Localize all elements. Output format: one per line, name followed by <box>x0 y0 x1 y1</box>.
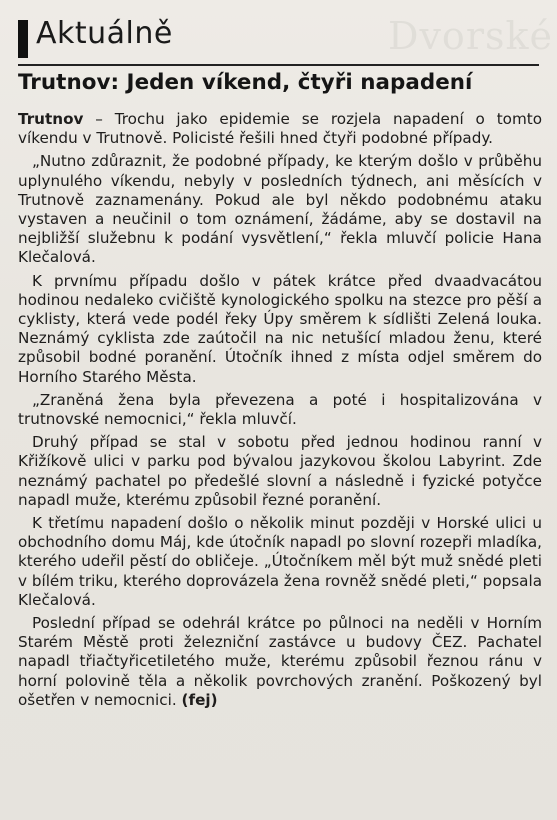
article-lead-paragraph <box>18 110 542 148</box>
article-paragraph: K prvnímu případu došlo v pátek krátce před dvaadvacátou hodinou nedaleko cvičiště kynologického spolku na stezce pro pěší a cyklisty, která vede podél řeky Úpy směrem k sídlišti Zelená louka. Neznámý cyklista zde zaútočil na nic netušící mladou ženu, které způsobil bodné poranění. Útočník ihned z místa odjel směrem do Horního Starého Města. <box>18 271 542 386</box>
section-title: Aktuálně <box>36 16 173 51</box>
article-paragraph-text: Poslední případ se odehrál krátce po půlnoci na neděli v Horním Starém Městě proti železniční zastávce u budovy ČEZ. Pachatel napadl třiačtyřicetiletého muže, kterému způsobil řeznou ránu v horní polovině těla a několik povrchových zranění. Poškozený byl ošetřen v nemocnici. <box>18 614 542 709</box>
author-signature: (fej) <box>181 690 218 709</box>
article-paragraph: Druhý případ se stal v sobotu před jednou hodinou ranní v Křižíkově ulici v parku pod bývalou jazykovou školou Labyrint. Zde neznámý pachatel po předešlé slovní a následně i fyzické potyčce napadl muže, kterému způsobil řezné poranění. <box>18 433 542 509</box>
section-marker <box>18 20 28 58</box>
bleed-through-text: Dvorské <box>388 14 553 58</box>
article-body <box>18 110 542 714</box>
section-rule <box>18 64 539 66</box>
article-paragraph: „Nutno zdůraznit, že podobné případy, ke kterým došlo v průběhu uplynulého víkendu, nebyly v posledních týdnech, ani měsících v Trutnově zaznamenány. Pokud ale byl někdo podobnému ataku vystaven a neučinil o tom oznámení, žádáme, aby se dostavil na nejbližší služebnu k podání vysvětlení,“ řekla mluvčí policie Hana Klečalová. <box>18 152 542 267</box>
article-headline: Trutnov: Jeden víkend, čtyři napadení <box>18 70 473 95</box>
dateline-separator: – <box>83 110 115 128</box>
article-paragraph-last <box>18 614 542 710</box>
article-paragraph: „Zraněná žena byla převezena a poté i hospitalizována v trutnovské nemocnici,“ řekla mluvčí. <box>18 390 542 429</box>
article-lead: Trochu jako epidemie se rozjela napadení o tomto víkendu v Trutnově. Policisté řešili hned čtyři podobné případy. <box>18 110 542 148</box>
article-paragraph: K třetímu napadení došlo o několik minut později v Horské ulici u obchodního domu Máj, kde útočník napadl po slovní rozepři mladíka, kterého udeřil pěstí do obličeje. „Útočníkem měl být muž snědé pleti v bílém triku, kterého doprovázela žena rovněž snědé pleti,“ popsala Klečalová. <box>18 514 542 609</box>
article-dateline: Trutnov <box>18 110 84 128</box>
